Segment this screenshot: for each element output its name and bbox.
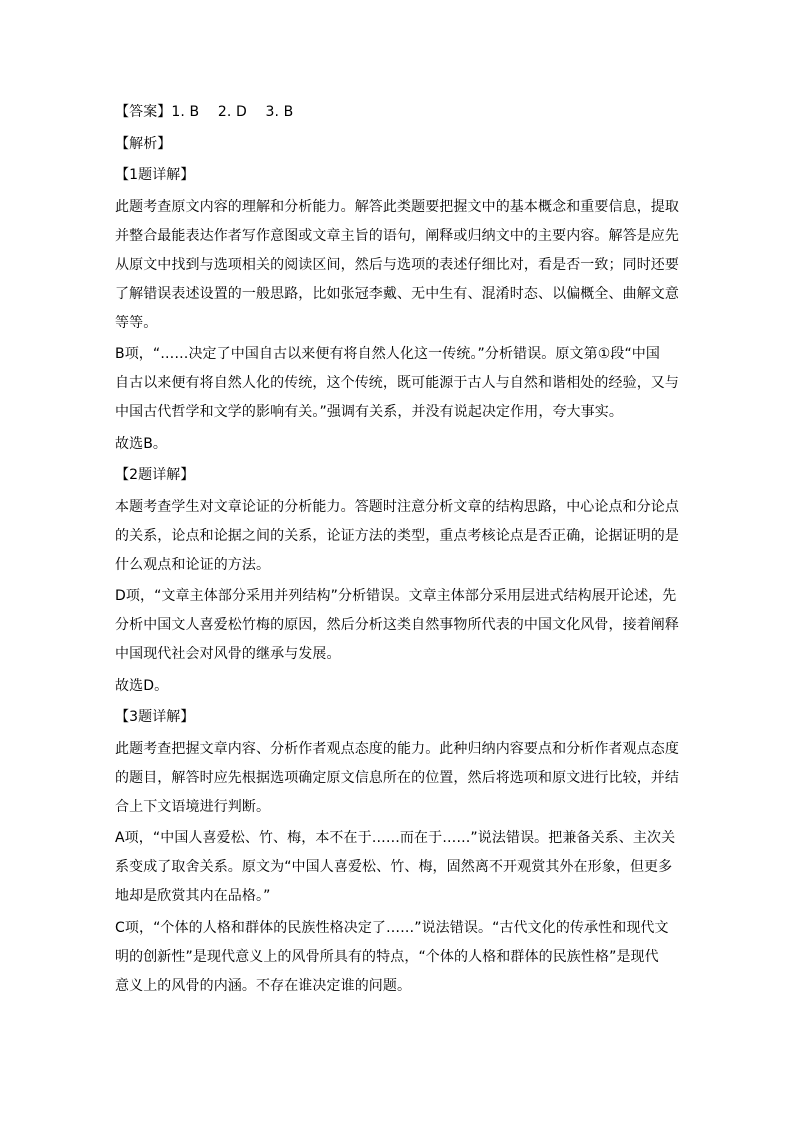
q2-intro-line: 的关系，论点和论据之间的关系，论证方法的类型，重点考核论点是否正确，论据证明的是	[115, 527, 679, 544]
q3-option-c-line: 意义上的风骨的内涵。不存在谁决定谁的问题。	[115, 977, 412, 994]
q3-option-a-line: 地却是欣赏其内在品格。”	[115, 888, 271, 904]
q1-intro-line: 等等。	[115, 314, 158, 331]
q3-heading: 【3题详解】	[115, 709, 195, 725]
q1-intro-line: 从原文中找到与选项相关的阅读区间，然后与选项的表述仔细比对，看是否一致；同时还要	[115, 256, 679, 273]
q3-option-a-line: A项，“中国人喜爱松、竹、梅，本不在于……而在于……”说法错误。把兼备关系、主次关	[115, 830, 676, 846]
q3-intro-line: 合上下文语境进行判断。	[115, 798, 271, 815]
q1-conclusion: 故选B。	[115, 435, 168, 452]
document-page	[115, 100, 685, 1005]
q3-option-a-line: 系变成了取舍关系。原文为“中国人喜爱松、竹、梅，固然离不开观赏其外在形象，但更多	[115, 859, 673, 875]
q1-intro-line: 此题考查原文内容的理解和分析能力。解答此类题要把握文中的基本概念和重要信息，提取	[115, 198, 679, 215]
analysis-heading: 【解析】	[115, 135, 172, 152]
answer-line: 【答案】1. B 2. D 3. B	[115, 104, 294, 120]
q2-option-line: D项，“文章主体部分采用并列结构”分析错误。文章主体部分采用层进式结构展开论述，先	[115, 588, 677, 604]
q1-option-line: 自古以来便有将自然人化的传统，这个传统，既可能源于古人与自然和谐相处的经验，又与	[115, 375, 679, 391]
q3-option-c-line: 明的创新性”是现代意义上的风骨所具有的特点，“个体的人格和群体的民族性格”是现代	[115, 948, 659, 965]
q1-option-line: B项，“……决定了中国自古以来便有将自然人化这一传统。”分析错误。原文第①段“中国	[115, 346, 661, 362]
q2-intro-line: 本题考查学生对文章论证的分析能力。答题时注意分析文章的结构思路，中心论点和分论点	[115, 498, 679, 515]
q1-option-line: 中国古代哲学和文学的影响有关。”强调有关系，并没有说起决定作用，夸大事实。	[115, 404, 623, 420]
q2-conclusion: 故选D。	[115, 677, 169, 694]
q3-intro-line: 的题目，解答时应先根据选项确定原文信息所在的位置，然后将选项和原文进行比较，并结	[115, 769, 679, 786]
q3-option-c-line: C项，“个体的人格和群体的民族性格决定了……”说法错误。“古代文化的传承性和现代文	[115, 919, 669, 936]
q2-option-line: 中国现代社会对风骨的继承与发展。	[115, 646, 341, 662]
q1-intro-line: 并整合最能表达作者写作意图或文章主旨的语句，阐释或归纳文中的主要内容。解答是应先	[115, 227, 679, 244]
q1-heading: 【1题详解】	[115, 167, 195, 183]
q2-intro-line: 什么观点和论证的方法。	[115, 556, 271, 573]
q1-intro-line: 了解错误表述设置的一般思路，比如张冠李戴、无中生有、混淆时态、以偏概全、曲解文意	[115, 285, 679, 302]
q3-intro-line: 此题考查把握文章内容、分析作者观点态度的能力。此种归纳内容要点和分析作者观点态度	[115, 740, 679, 757]
q2-option-line: 分析中国文人喜爱松竹梅的原因，然后分析这类自然事物所代表的中国文化风骨，接着阐释	[115, 617, 679, 633]
q2-heading: 【2题详解】	[115, 467, 195, 483]
